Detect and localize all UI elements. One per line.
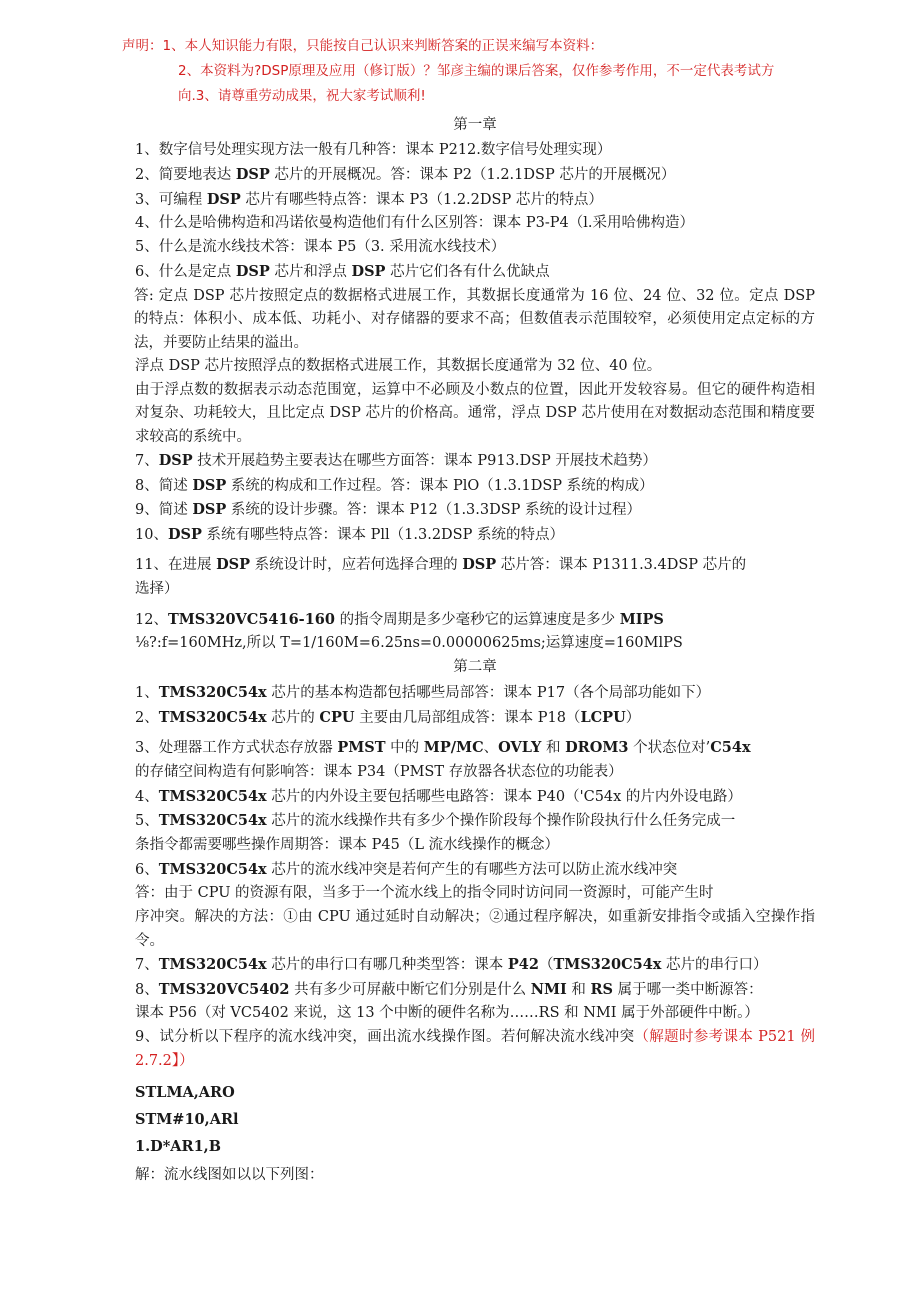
chapter-1-title: 第一章	[453, 117, 497, 133]
ch1-question-5: 5、什么是流水线技术答：课本 P5（3. 采用流水线技术）	[135, 239, 506, 255]
disclaimer-line-3: 向.3、请尊重劳动成果，祝大家考试顺利!	[178, 88, 426, 104]
ch1-question-9: 9、简述 DSP 系统的设计步骤。答：课本 P12（1.3.3DSP 系统的设计过程）	[135, 501, 642, 518]
ch1-question-2: 2、简要地表达 DSP 芯片的开展概况。答：课本 P2（1.2.1DSP 芯片的开展概况）	[135, 166, 676, 183]
chapter-2-title: 第二章	[453, 659, 497, 675]
ch1-question-8: 8、简述 DSP 系统的构成和工作过程。答：课本 PlO（1.3.1DSP 系统的构成）	[135, 476, 654, 494]
ch2-question-9: 9、试分析以下程序的流水线冲突，画出流水线操作图。若何解决流水线冲突（解题时参考课本 P521 例 2.7.2】）	[135, 1029, 816, 1069]
ch1-question-6: 6、什么是定点 DSP 芯片和浮点 DSP 芯片它们各有什么优缺点	[135, 263, 550, 280]
ch1-question-11: 11、在进展 DSP 系统设计时，应若何选择合理的 DSP 芯片答：课本 P1311.3.4DSP 芯片的	[135, 556, 747, 573]
code-block	[135, 1079, 815, 1160]
ch2-question-7: 7、TMS320C54x 芯片的串行口有哪几种类型答：课本 P42（TMS320C54x 芯片的串行口）	[135, 956, 768, 973]
ch2-answer-6-line-1: 答：由于 CPU 的资源有限，当多于一个流水线上的指令同时访问同一资源时，可能产生时	[135, 885, 714, 901]
ch2-question-1: 1、TMS320C54x 芯片的基本构造都包括哪些局部答：课本 P17（各个局部功能如下）	[135, 684, 711, 701]
ch2-question-9-hint: （解题时参考课本 P521 例 2.7.2】）	[135, 1029, 816, 1069]
code-line: 1.D*AR1,B	[135, 1138, 221, 1155]
ch1-answer-6-floating-point: 浮点 DSP 芯片按照浮点的数据格式进展工作，其数据长度通常为 32 位、40 位。	[135, 358, 662, 374]
ch2-question-2: 2、TMS320C54x 芯片的 CPU 主要由几局部组成答：课本 P18（LCPU）	[135, 708, 641, 726]
disclaimer-line-1: 声明：1、本人知识能力有限，只能按自己认识来判断答案的正误来编写本资料：	[122, 38, 604, 54]
ch1-question-10: 10、DSP 系统有哪些特点答：课本 Pll（1.3.2DSP 系统的特点）	[135, 525, 564, 543]
ch1-answer-12: ⅛?:f=160MHz,所以 T=1/160M=6.25ns=0.00000625ms;运算速度=160MlPS	[135, 635, 683, 651]
ch2-answer-6-line-2: 序冲突。解决的方法：①由 CPU 通过延时自动解决；②通过程序解决，如重新安排指令或插入空操作指令。	[135, 909, 815, 949]
code-line: STLMA,ARO	[135, 1084, 235, 1101]
ch1-question-11-cont: 选择）	[135, 580, 179, 597]
disclaimer-line-2: 2、本资料为?DSP原理及应用（修订版）？邹彦主编的课后答案，仅作参考作用，不一定代表考试方	[178, 63, 775, 79]
disclaimer-body	[178, 59, 808, 109]
ch1-answer-6-comparison: 由于浮点数的数据表示动态范围宽，运算中不必顾及小数点的位置，因此开发较容易。但它的硬件构造相对复杂、功耗较大，且比定点 DSP 芯片的价格高。通常，浮点 DSP 芯片使用在对数据动态范围和精度要求较高的系统中。	[135, 381, 815, 445]
ch1-question-1: 1、数字信号处理实现方法一般有几种答：课本 P212.数字信号处理实现）	[135, 142, 612, 158]
ch1-question-4: 4、什么是哈佛构造和冯诺依曼构造他们有什么区别答：课本 P3-P4（l.采用哈佛构造）	[135, 215, 694, 231]
ch2-question-6: 6、TMS320C54x 芯片的流水线冲突是若何产生的有哪些方法可以防止流水线冲突	[135, 860, 678, 878]
ch2-question-8-cont: 课本 P56（对 VC5402 来说，这 13 个中断的硬件名称为……RS 和 NMI 属于外部硬件中断。）	[135, 1005, 759, 1021]
ch2-question-3-cont: 的存储空间构造有何影响答：课本 P34（PMST 存放器各状态位的功能表）	[135, 763, 623, 780]
ch1-question-3: 3、可编程 DSP 芯片有哪些特点答：课本 P3（1.2.2DSP 芯片的特点）	[135, 190, 603, 208]
ch1-question-12: 12、TMS320VC5416-160 的指令周期是多少毫秒它的运算速度是多少 MIPS	[135, 610, 664, 628]
ch1-question-7: 7、DSP 技术开展趋势主要表达在哪些方面答：课本 P913.DSP 开展技术趋势）	[135, 452, 657, 469]
ch2-question-3: 3、处理器工作方式状态存放器 PMST 中的 MP/MC、OVLY 和 DROM3 个状态位对’C54x	[135, 739, 751, 756]
ch2-question-5: 5、TMS320C54x 芯片的流水线操作共有多少个操作阶段每个操作阶段执行什么任务完成一	[135, 812, 736, 829]
solution-intro: 解：流水线图如以以下列图：	[135, 1167, 324, 1183]
ch1-answer-6-fixed-point: 答: 定点 DSP 芯片按照定点的数据格式进展工作，其数据长度通常为 16 位、24 位、32 位。定点 DSP 的特点：体积小、成本低、功耗小、对存储器的要求不高；但数值表示范围较窄，必须使用定点定标的方法，并要防止结果的溢出。	[134, 287, 815, 351]
code-line: STM#10,ARl	[135, 1111, 239, 1128]
ch2-question-5-cont: 条指令都需要哪些操作周期答：课本 P45（L 流水线操作的概念）	[135, 836, 560, 853]
ch2-question-8: 8、TMS320VC5402 共有多少可屏蔽中断它们分别是什么 NMI 和 RS 属于哪一类中断源答：	[135, 980, 763, 998]
ch2-question-4: 4、TMS320C54x 芯片的内外设主要包括哪些电路答：课本 P40（'C54x 的片内外设电路）	[135, 787, 742, 805]
main-content	[135, 114, 815, 1188]
